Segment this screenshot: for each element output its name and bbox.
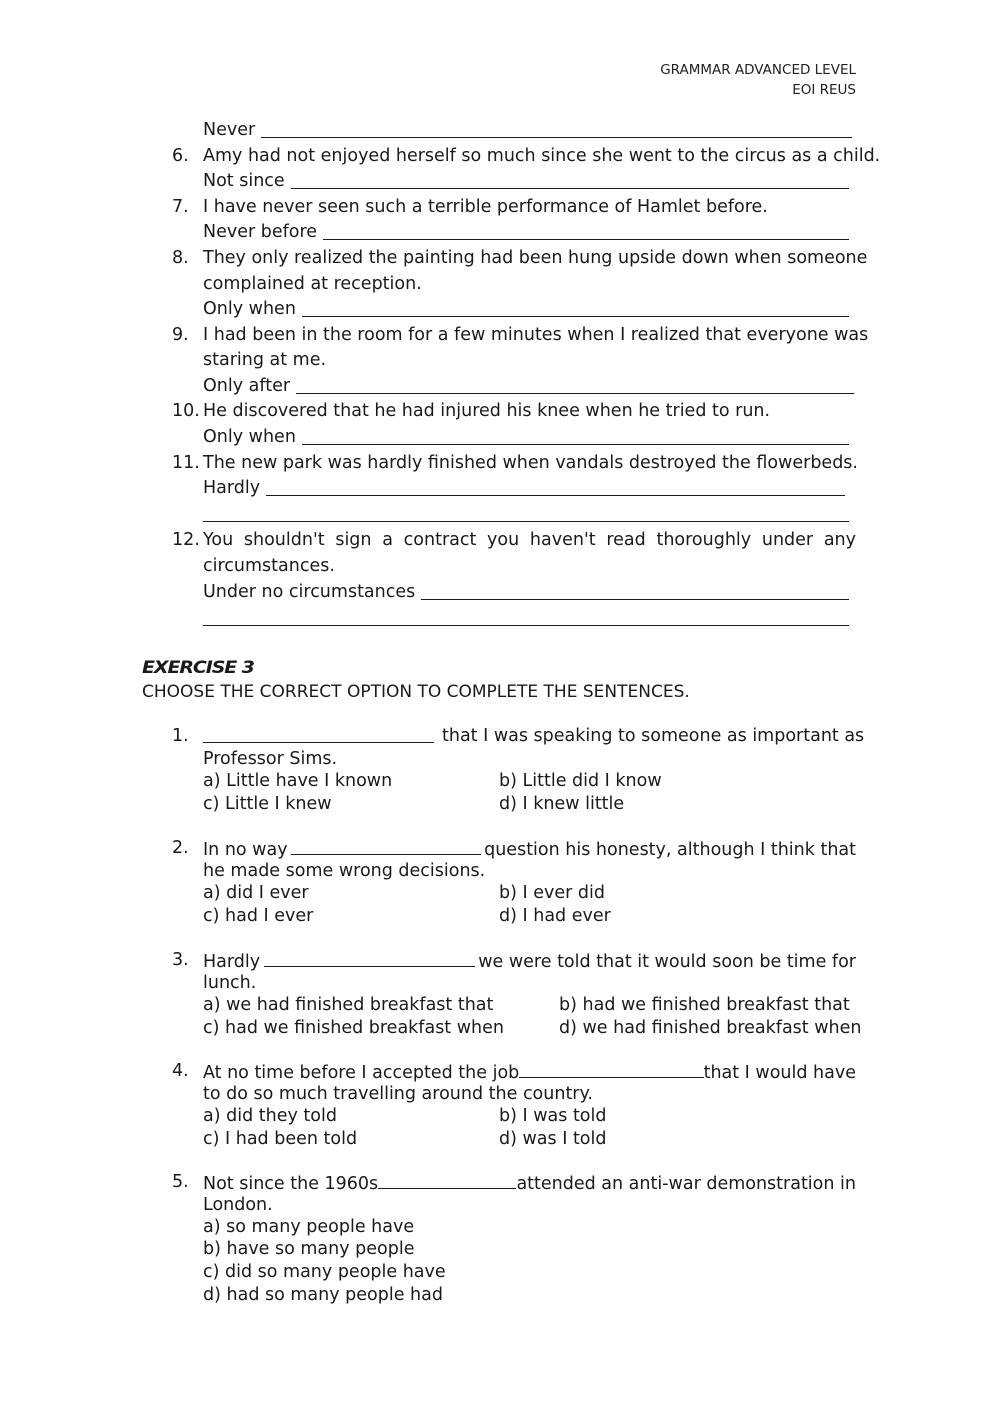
answer-line-8[interactable]: Only when <box>203 297 849 322</box>
answer-line-12[interactable]: Under no circumstances <box>203 580 849 605</box>
answer-blank[interactable] <box>378 1170 516 1189</box>
item-number: 11. <box>172 453 200 473</box>
option-c[interactable]: c) Little I knew <box>203 794 332 814</box>
question-line: Hardly we were told that it would soon be time for <box>203 948 856 975</box>
option-a[interactable]: a) Little have I known <box>203 771 393 791</box>
item-sentence-cont: staring at me. <box>203 350 327 370</box>
answer-line-9[interactable]: Only after <box>203 374 854 399</box>
option-a[interactable]: a) so many people have <box>203 1217 415 1237</box>
option-a[interactable]: a) did I ever <box>203 883 309 903</box>
answer-blank[interactable] <box>203 724 434 743</box>
question-line: Not since the 1960s attended an anti-war demonstration in <box>203 1170 856 1197</box>
item-sentence: The new park was hardly finished when vandals destroyed the flowerbeds. <box>203 453 858 473</box>
option-a[interactable]: a) did they told <box>203 1106 337 1126</box>
option-b[interactable]: b) I ever did <box>499 883 605 903</box>
question-line: In no way question his honesty, although I think that <box>203 836 856 863</box>
option-b[interactable]: b) Little did I know <box>499 771 662 791</box>
question-line-cont: he made some wrong decisions. <box>203 861 486 881</box>
option-c[interactable]: c) had we finished breakfast when <box>203 1018 504 1038</box>
item-sentence: They only realized the painting had been hung upside down when someone <box>203 248 868 268</box>
item-sentence: He discovered that he had injured his knee when he tried to run. <box>203 401 771 421</box>
item-number: 12. <box>172 530 200 550</box>
question-line: At no time before I accepted the job that I would have <box>203 1059 856 1086</box>
header-course: GRAMMAR ADVANCED LEVEL <box>660 62 856 78</box>
option-c[interactable]: c) did so many people have <box>203 1262 446 1282</box>
option-b[interactable]: b) had we finished breakfast that <box>559 995 850 1015</box>
item-sentence-cont: complained at reception. <box>203 274 422 294</box>
option-b[interactable]: b) I was told <box>499 1106 607 1126</box>
item-number: 10. <box>172 401 200 421</box>
exercise-instruction: CHOOSE THE CORRECT OPTION TO COMPLETE THE SENTENCES. <box>142 682 690 702</box>
question-line-cont: London. <box>203 1195 273 1215</box>
answer-line-6[interactable]: Not since <box>203 169 849 194</box>
question-number: 5. <box>172 1172 189 1192</box>
answer-line-10[interactable]: Only when <box>203 425 849 450</box>
answer-line-11-extra[interactable] <box>203 521 849 522</box>
question-line-cont: to do so much travelling around the country. <box>203 1084 593 1104</box>
option-b[interactable]: b) have so many people <box>203 1239 415 1259</box>
answer-line-11[interactable]: Hardly <box>203 476 845 501</box>
item-sentence: I have never seen such a terrible performance of Hamlet before. <box>203 197 768 217</box>
option-d[interactable]: d) I had ever <box>499 906 611 926</box>
question-line-cont: lunch. <box>203 973 257 993</box>
option-a[interactable]: a) we had finished breakfast that <box>203 995 494 1015</box>
item-sentence: Amy had not enjoyed herself so much since she went to the circus as a child. <box>203 146 881 166</box>
question-line-cont: Professor Sims. <box>203 749 338 769</box>
page-header <box>660 60 856 100</box>
option-d[interactable]: d) was I told <box>499 1129 607 1149</box>
item-sentence: You shouldn't sign a contract you haven't read thoroughly under any <box>203 530 856 550</box>
question-number: 2. <box>172 838 189 858</box>
item-sentence-cont: circumstances. <box>203 556 335 576</box>
answer-blank[interactable] <box>519 1059 703 1078</box>
option-d[interactable]: d) I knew little <box>499 794 625 814</box>
exercise-title: EXERCISE 3 <box>142 658 254 678</box>
answer-blank[interactable] <box>291 836 481 855</box>
item-number: 7. <box>172 197 189 217</box>
option-c[interactable]: c) I had been told <box>203 1129 358 1149</box>
item-number: 9. <box>172 325 189 345</box>
question-number: 1. <box>172 726 189 746</box>
answer-blank[interactable] <box>264 948 475 967</box>
question-number: 4. <box>172 1061 189 1081</box>
option-d[interactable]: d) had so many people had <box>203 1285 443 1305</box>
answer-line-5[interactable]: Never <box>203 118 852 143</box>
header-school: EOI REUS <box>792 82 856 98</box>
question-number: 3. <box>172 950 189 970</box>
item-number: 8. <box>172 248 189 268</box>
item-number: 6. <box>172 146 189 166</box>
answer-line-7[interactable]: Never before <box>203 220 849 245</box>
question-line: that I was speaking to someone as important as <box>203 724 856 749</box>
option-d[interactable]: d) we had finished breakfast when <box>559 1018 862 1038</box>
item-sentence: I had been in the room for a few minutes when I realized that everyone was <box>203 325 869 345</box>
answer-line-12-extra[interactable] <box>203 625 849 626</box>
option-c[interactable]: c) had I ever <box>203 906 314 926</box>
